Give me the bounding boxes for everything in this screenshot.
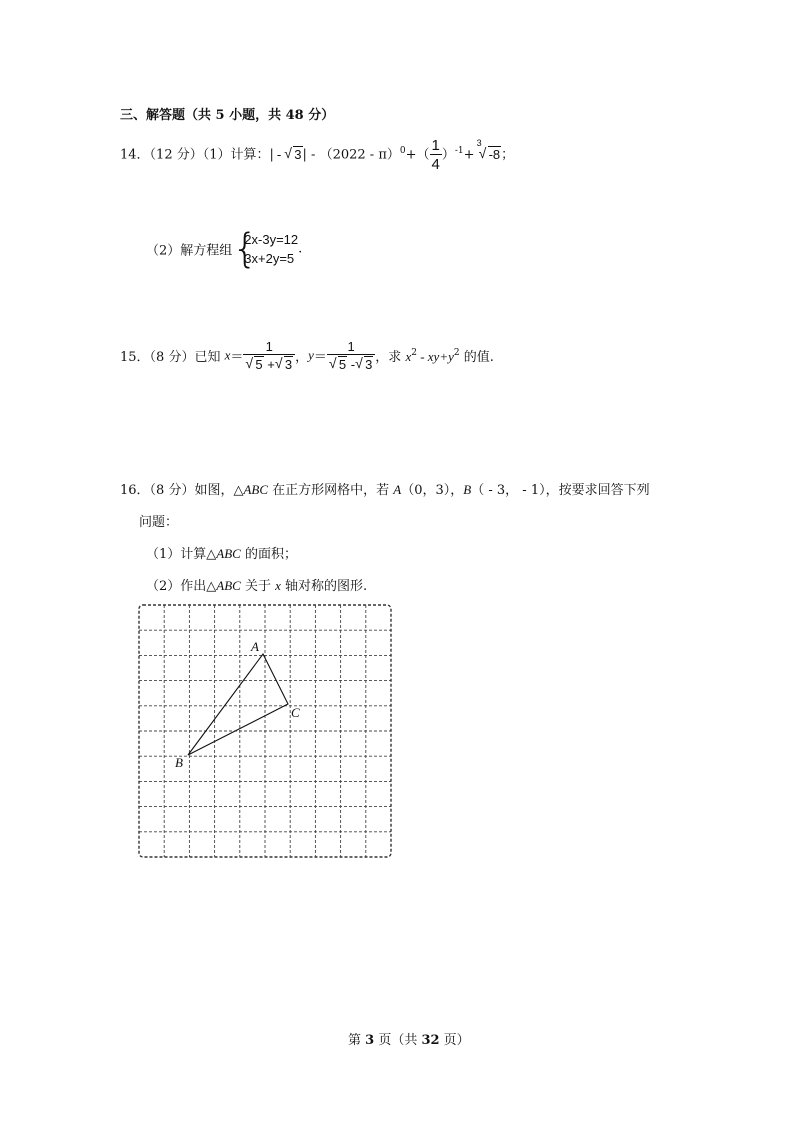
question-16-part2: （2）作出△ABC 关于 x 轴对称的图形.	[146, 578, 368, 594]
fraction-1-4: $\frac{1}{4}$	[431, 137, 440, 173]
sqrt-5: √ 5	[328, 355, 347, 372]
q15-prefix: 15．（8 分）已知	[120, 350, 225, 365]
point-label-b: B	[175, 755, 183, 770]
equation-system	[232, 226, 299, 272]
point-label-a: A	[251, 639, 259, 654]
minus-sign: -	[276, 147, 282, 163]
fraction-y: 1 √ 5 - √ 3	[327, 339, 375, 372]
q14-part2-prefix: （2）解方程组	[146, 243, 233, 259]
question-14-part1	[120, 137, 514, 173]
q14-part2-end: .	[298, 241, 303, 257]
triangle-abc	[188, 654, 288, 755]
minus-paren: - （2022 - π）	[306, 147, 400, 163]
sqrt-3: √ 3	[284, 144, 302, 162]
sqrt-3: √ 3	[274, 355, 293, 372]
point-label-c: C	[291, 705, 300, 720]
left-brace: {	[232, 226, 258, 272]
cube-root-neg8: 3 √ -8	[476, 137, 501, 162]
var-y: y	[308, 347, 314, 363]
comma: ，	[295, 350, 309, 365]
abs-open: |	[269, 147, 274, 163]
exp-neg-one: -1	[454, 145, 464, 156]
question-16-line1: 16．（8 分）如图，△ABC 在正方形网格中，若 A（0，3），B（ - 3， - 1），按要求回答下列	[120, 482, 650, 498]
ask-text: ，求	[375, 350, 406, 365]
close-paren: ）	[441, 147, 455, 163]
sqrt-3: √ 3	[355, 355, 373, 372]
abs-close: |	[302, 147, 307, 163]
grid-lines	[139, 605, 391, 857]
grid-figure	[137, 603, 393, 859]
page-footer: 第 3 页（共 32 页）	[348, 1033, 470, 1048]
equation-2: 3x+2y=5	[244, 251, 295, 266]
equation-1: 2x-3y=12	[244, 232, 299, 247]
question-16-part1: （1）计算△ABC 的面积；	[146, 546, 297, 562]
plus-sign: +	[463, 147, 475, 163]
q14-end: ；	[501, 147, 515, 163]
expression: $x^2 - xy+y^2$ 的值.	[405, 348, 494, 365]
question-16-line2: 问题：	[139, 515, 179, 530]
fraction-x: 1 √ 5 + √ 3	[243, 339, 295, 372]
plus-paren: +（	[405, 147, 430, 163]
equals-x: ＝	[230, 350, 244, 365]
question-15	[120, 339, 494, 372]
equals-y: ＝	[313, 350, 327, 365]
section-heading: 三、解答题（共 5 小题，共 48 分）	[120, 108, 335, 123]
q14-prefix: 14．（12 分）（1）计算：	[120, 147, 270, 163]
var-x: x	[224, 347, 231, 363]
sqrt-5: √ 5	[245, 355, 263, 372]
exp-zero: 0	[399, 145, 406, 156]
question-14-part2	[146, 226, 303, 272]
total-pages: 32	[421, 1033, 440, 1048]
page-number: 3	[365, 1033, 375, 1048]
